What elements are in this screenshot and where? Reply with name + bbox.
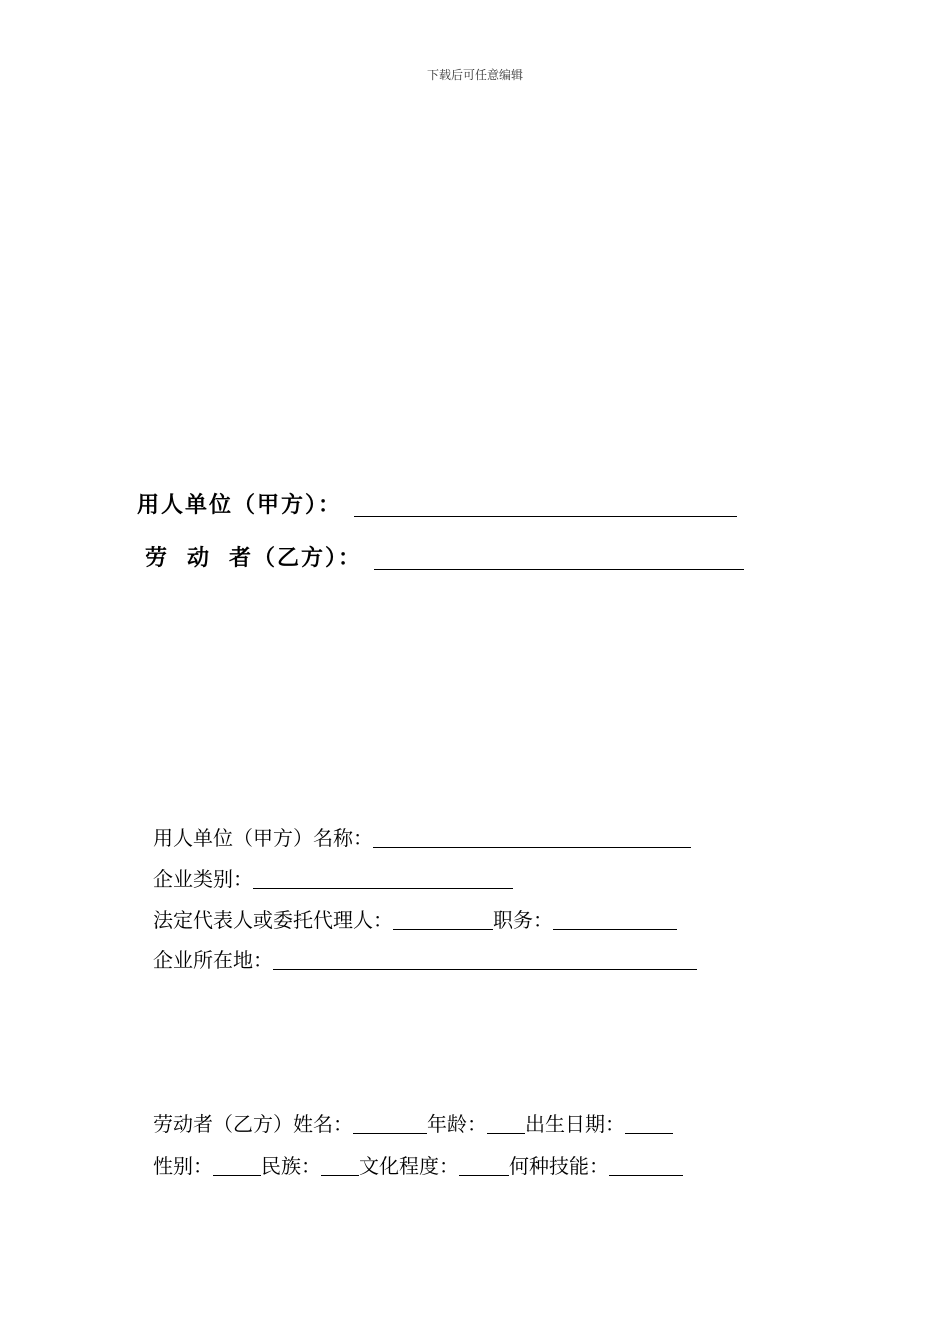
employer-rep-label: 法定代表人或委托代理人： [153, 908, 393, 932]
employer-rep-blank[interactable] [393, 928, 493, 930]
employer-name-label: 用人单位（甲方）名称： [153, 826, 373, 850]
employer-address-line [153, 944, 697, 973]
worker-birth-blank[interactable] [625, 1132, 673, 1134]
worker-line-2 [153, 1150, 683, 1179]
worker-education-label: 文化程度： [359, 1154, 459, 1178]
worker-gender-label: 性别： [153, 1154, 213, 1178]
cover-worker-char-1: 劳 [145, 545, 170, 571]
employer-category-label: 企业类别： [153, 867, 253, 891]
worker-name-label: 劳动者（乙方）姓名： [153, 1112, 353, 1136]
worker-gender-blank[interactable] [213, 1174, 261, 1176]
worker-line-1 [153, 1108, 673, 1137]
worker-skill-label: 何种技能： [509, 1154, 609, 1178]
employer-position-label: 职务： [493, 908, 553, 932]
employer-position-blank[interactable] [553, 928, 677, 930]
worker-age-label: 年龄： [427, 1112, 487, 1136]
employer-address-blank[interactable] [273, 968, 697, 970]
worker-name-blank[interactable] [353, 1132, 427, 1134]
cover-employer-line [137, 488, 737, 519]
worker-ethnicity-blank[interactable] [321, 1174, 359, 1176]
employer-name-line [153, 822, 691, 851]
worker-education-blank[interactable] [459, 1174, 509, 1176]
download-note: 下载后可任意编辑 [426, 68, 523, 82]
worker-ethnicity-label: 民族： [261, 1154, 321, 1178]
cover-worker-label: 者（乙方）： [229, 545, 363, 571]
cover-worker-blank[interactable] [374, 568, 744, 570]
worker-skill-blank[interactable] [609, 1174, 683, 1176]
employer-category-line [153, 863, 513, 892]
worker-age-blank[interactable] [487, 1132, 525, 1134]
cover-employer-blank[interactable] [354, 515, 737, 517]
employer-name-blank[interactable] [373, 846, 691, 848]
cover-employer-label: 用人单位（甲方）： [137, 492, 343, 518]
worker-birth-label: 出生日期： [525, 1112, 625, 1136]
employer-address-label: 企业所在地： [153, 948, 273, 972]
employer-category-blank[interactable] [253, 887, 513, 889]
cover-worker-line [145, 541, 744, 572]
employer-rep-line [153, 904, 677, 933]
cover-worker-char-2: 动 [187, 545, 212, 571]
